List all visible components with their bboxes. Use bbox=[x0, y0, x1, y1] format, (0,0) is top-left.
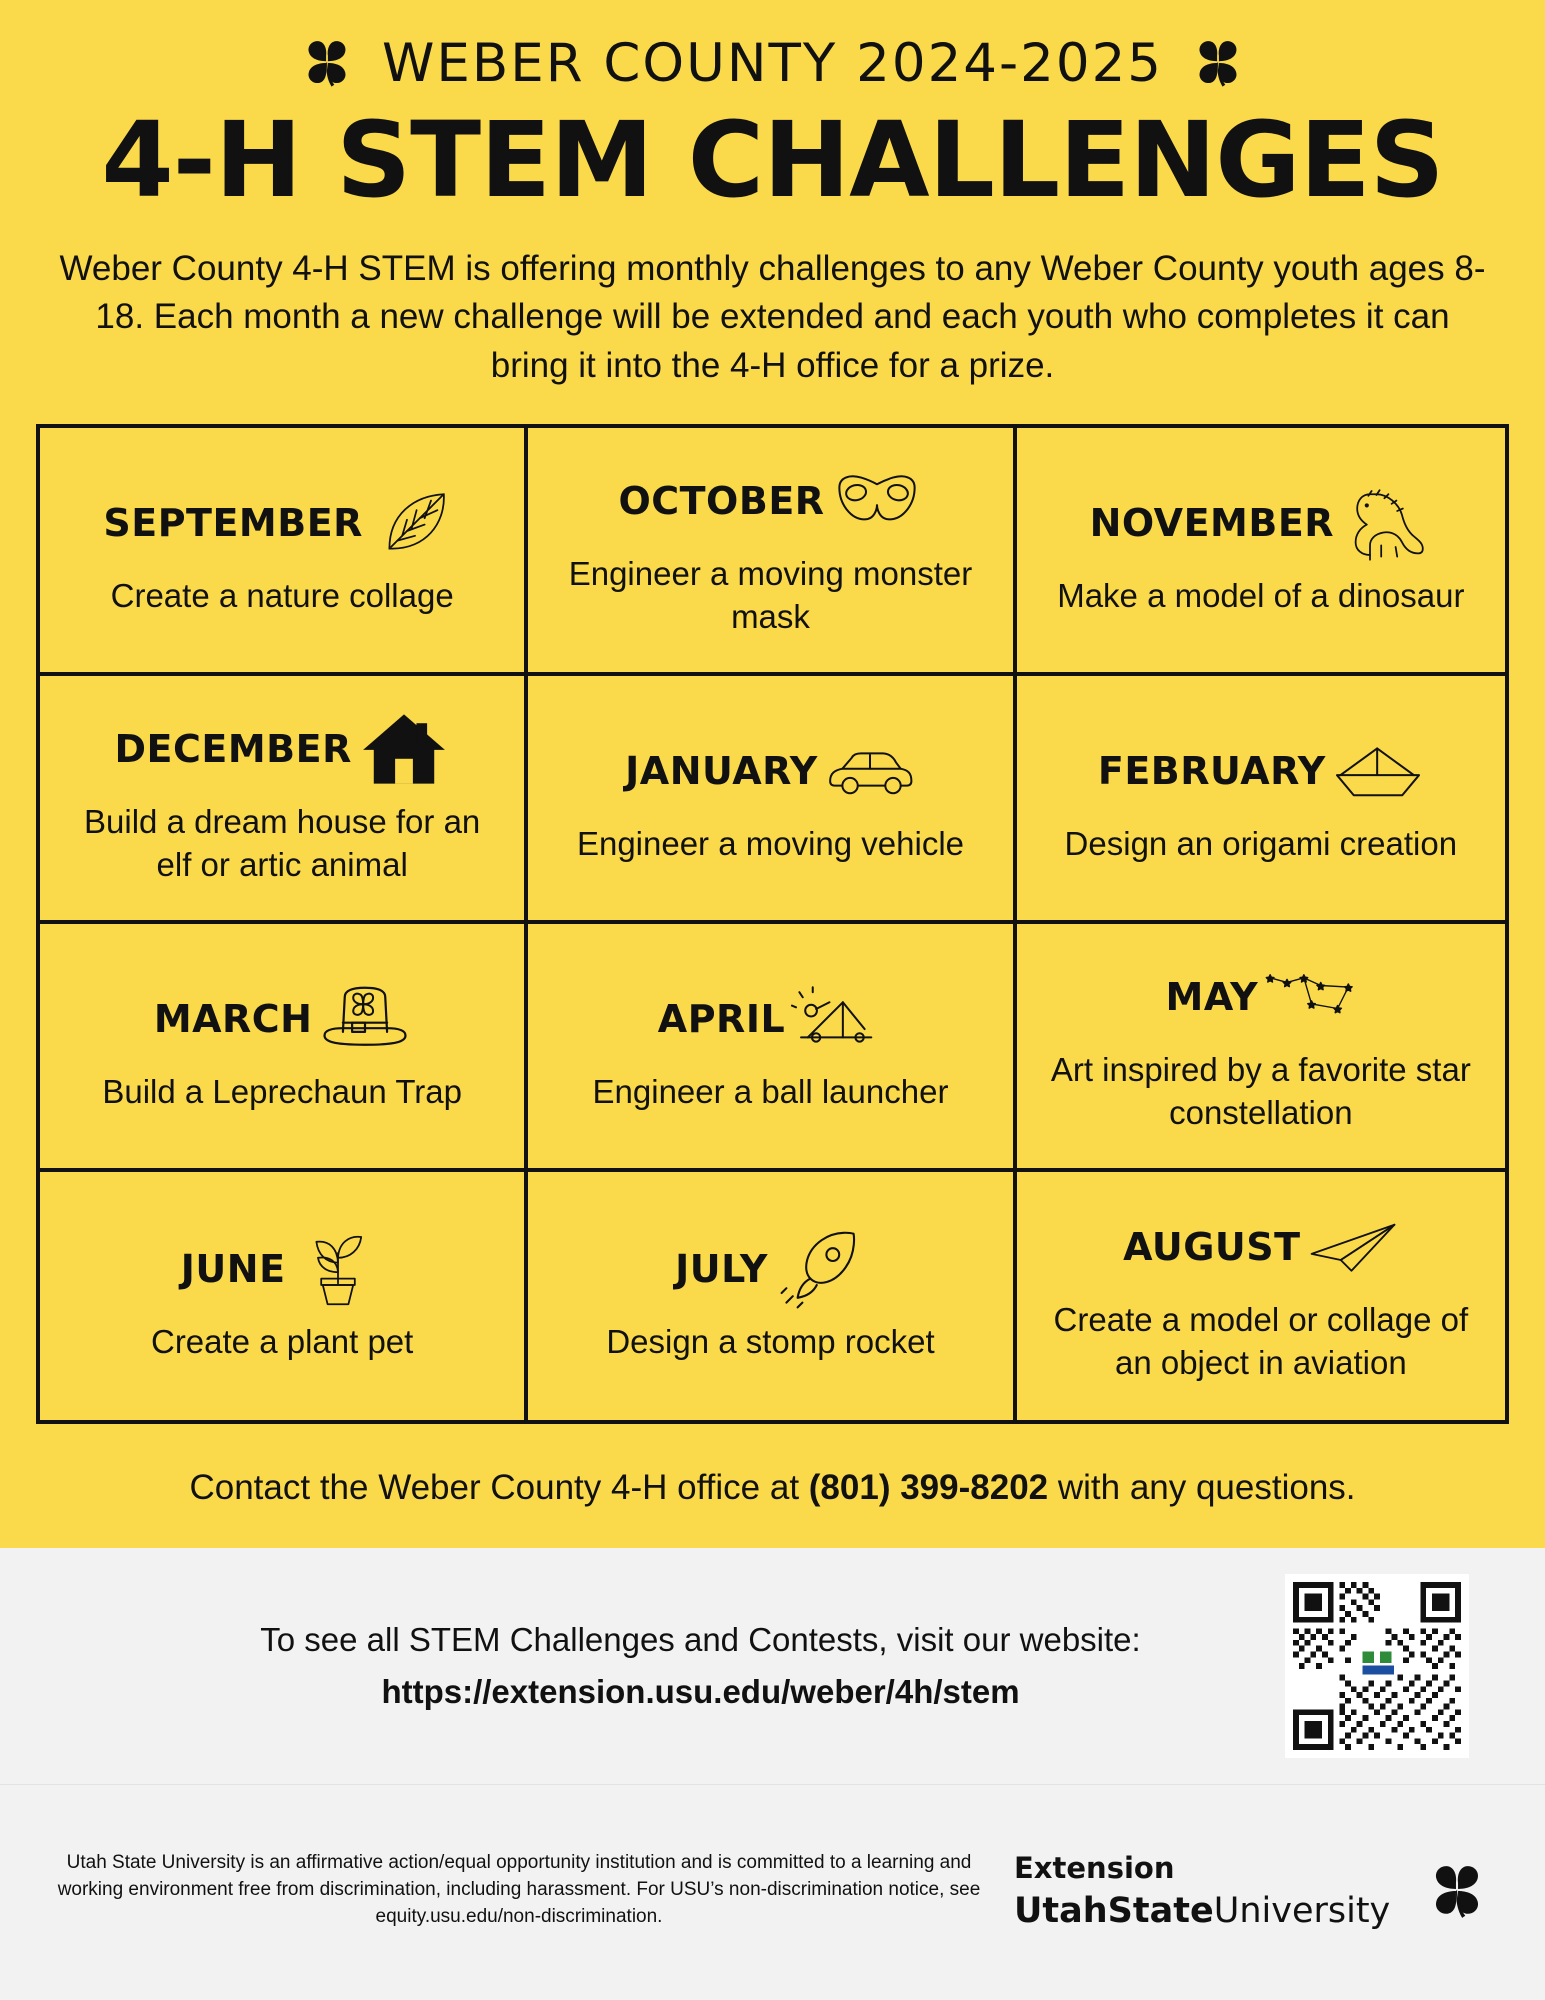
brand-extension: Extension bbox=[1014, 1850, 1175, 1885]
month-label: MARCH bbox=[153, 996, 313, 1041]
challenge-description: Build a dream house for an elf or artic animal bbox=[84, 803, 481, 884]
challenge-cell-december bbox=[40, 676, 528, 924]
challenge-cell-october bbox=[528, 428, 1016, 676]
month-label: MAY bbox=[1165, 975, 1259, 1020]
contact-after: with any questions. bbox=[1048, 1468, 1356, 1508]
month-label: JULY bbox=[675, 1246, 768, 1291]
catapult-icon bbox=[791, 979, 883, 1059]
contact-before: Contact the Weber County 4-H office at bbox=[189, 1468, 809, 1508]
house-icon bbox=[358, 709, 450, 789]
brand-utahstate: UtahState bbox=[1014, 1890, 1214, 1931]
month-line bbox=[1039, 483, 1483, 563]
clover-icon bbox=[1424, 1858, 1490, 1924]
challenge-description: Engineer a moving monster mask bbox=[568, 555, 973, 636]
kicker-text: WEBER COUNTY 2024-2025 bbox=[381, 32, 1164, 94]
challenge-cell-july bbox=[528, 1172, 1016, 1420]
challenge-cell-january bbox=[528, 676, 1016, 924]
brand-university-word: University bbox=[1213, 1890, 1391, 1931]
challenge-description: Engineer a ball launcher bbox=[592, 1072, 949, 1110]
paper-boat-icon bbox=[1332, 731, 1424, 811]
challenge-grid-wrapper bbox=[0, 390, 1545, 1424]
qr-code[interactable] bbox=[1285, 1574, 1469, 1758]
challenge-description: Create a plant pet bbox=[150, 1322, 414, 1360]
challenge-description: Make a model of a dinosaur bbox=[1057, 576, 1465, 614]
website-prompt: To see all STEM Challenges and Contests, visit our website: bbox=[260, 1621, 1141, 1659]
challenge-description: Art inspired by a favorite star constellation bbox=[1050, 1051, 1471, 1132]
month-line bbox=[1039, 1207, 1483, 1287]
challenge-cell-june bbox=[40, 1172, 528, 1420]
challenge-grid bbox=[36, 424, 1509, 1424]
challenge-cell-march bbox=[40, 924, 528, 1172]
month-label: JUNE bbox=[180, 1246, 286, 1291]
challenge-cell-february bbox=[1017, 676, 1505, 924]
month-line bbox=[550, 731, 990, 811]
leprechaun-hat-icon bbox=[319, 979, 411, 1059]
leaf-icon bbox=[369, 483, 461, 563]
car-icon bbox=[824, 731, 916, 811]
mask-icon bbox=[831, 461, 923, 541]
challenge-description: Design a stomp rocket bbox=[606, 1322, 935, 1360]
challenge-description: Design an origami creation bbox=[1064, 824, 1458, 862]
month-line bbox=[62, 483, 502, 563]
challenge-cell-april bbox=[528, 924, 1016, 1172]
month-line bbox=[550, 979, 990, 1059]
challenge-cell-november bbox=[1017, 428, 1505, 676]
challenge-cell-august bbox=[1017, 1172, 1505, 1420]
month-label: APRIL bbox=[657, 996, 786, 1041]
footer bbox=[0, 1784, 1545, 2000]
month-label: DECEMBER bbox=[114, 727, 352, 772]
dinosaur-icon bbox=[1340, 483, 1432, 563]
constellation-icon bbox=[1264, 957, 1356, 1037]
month-line bbox=[550, 1229, 990, 1309]
month-line bbox=[550, 461, 990, 541]
challenge-description: Build a Leprechaun Trap bbox=[102, 1072, 462, 1110]
potted-plant-icon bbox=[292, 1229, 384, 1309]
challenge-description: Create a model or collage of an object in aviation bbox=[1053, 1301, 1469, 1382]
challenge-cell-may bbox=[1017, 924, 1505, 1172]
month-line bbox=[1039, 957, 1483, 1037]
challenge-description: Engineer a moving vehicle bbox=[576, 824, 965, 862]
clover-icon bbox=[298, 34, 356, 92]
disclaimer-text: Utah State University is an affirmative action/equal opportunity institution and is committed to a learning and working environment free from discrimination, including harassment. For USU’s non-discrimination notice, see equity.usu.edu/non-discrimination. bbox=[57, 1852, 981, 1928]
month-line bbox=[62, 709, 502, 789]
website-text bbox=[56, 1621, 1285, 1711]
challenge-description: Create a nature collage bbox=[110, 576, 454, 614]
usu-brand bbox=[1014, 1851, 1404, 1931]
brand-university bbox=[1014, 1891, 1390, 1931]
poster-header bbox=[0, 0, 1545, 390]
month-label: JANUARY bbox=[625, 748, 818, 793]
month-line bbox=[1039, 731, 1483, 811]
challenge-cell-september bbox=[40, 428, 528, 676]
contact-line bbox=[0, 1424, 1545, 1548]
page-title: 4-H STEM CHALLENGES bbox=[101, 99, 1444, 221]
paper-plane-icon bbox=[1307, 1207, 1399, 1287]
intro-paragraph: Weber County 4-H STEM is offering monthly challenges to any Weber County youth ages 8-18. Each month a new challenge will be extended and each youth who completes it can bring it into the 4-H office for a prize. bbox=[59, 249, 1486, 385]
month-line bbox=[62, 1229, 502, 1309]
month-line bbox=[62, 979, 502, 1059]
month-label: NOVEMBER bbox=[1089, 500, 1335, 545]
website-url[interactable]: https://extension.usu.edu/weber/4h/stem bbox=[381, 1673, 1020, 1711]
website-bar bbox=[0, 1548, 1545, 1784]
contact-phone: (801) 399-8202 bbox=[808, 1468, 1049, 1508]
month-label: FEBRUARY bbox=[1097, 748, 1326, 793]
clover-icon bbox=[1189, 34, 1247, 92]
month-label: SEPTEMBER bbox=[103, 500, 363, 545]
kicker-line bbox=[40, 34, 1505, 92]
month-label: AUGUST bbox=[1123, 1225, 1301, 1270]
rocket-icon bbox=[774, 1229, 866, 1309]
month-label: OCTOBER bbox=[618, 479, 825, 524]
